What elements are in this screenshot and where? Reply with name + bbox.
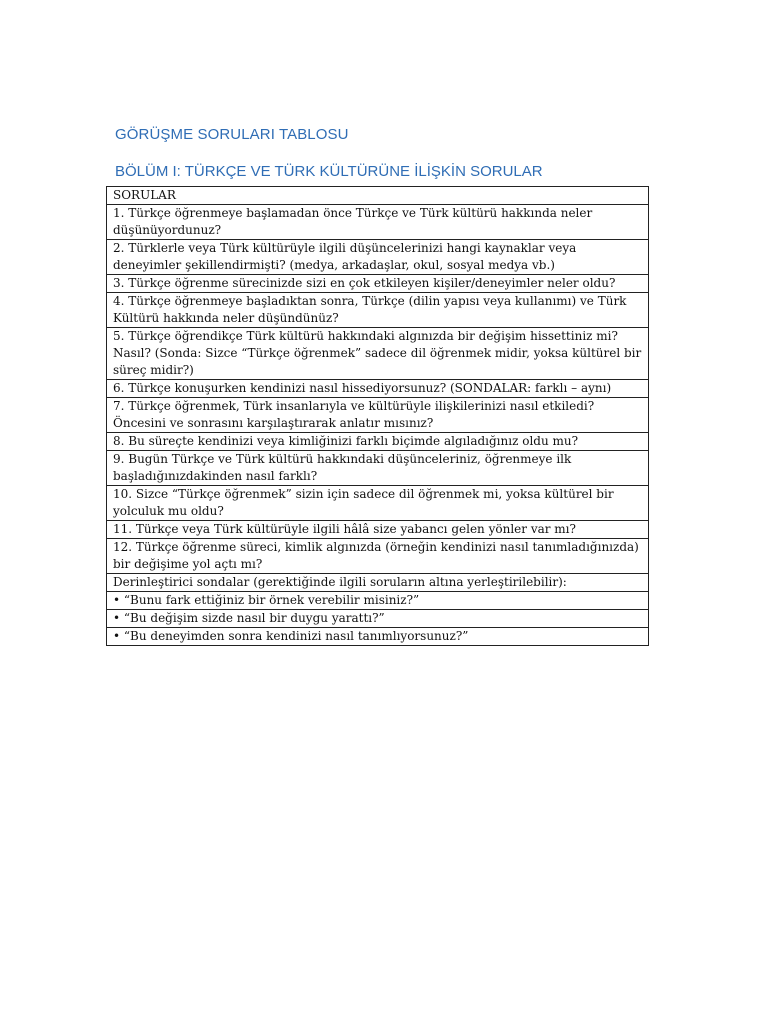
table-header-cell: SORULAR (107, 187, 649, 205)
table-row (107, 574, 649, 592)
table-row (107, 592, 649, 610)
question-cell: 8. Bu süreçte kendinizi veya kimliğinizi farklı biçimde algıladığınız oldu mu? (107, 433, 649, 451)
questions-table (106, 186, 649, 646)
table-row (107, 451, 649, 486)
question-cell: 4. Türkçe öğrenmeye başladıktan sonra, Türkçe (dilin yapısı veya kullanımı) ve Türk Kültürü hakkında neler düşündünüz? (107, 293, 649, 328)
table-row (107, 539, 649, 574)
question-cell: 10. Sizce “Türkçe öğrenmek” sizin için sadece dil öğrenmek mi, yoksa kültürel bir yolculuk mu oldu? (107, 486, 649, 521)
document-title: GÖRÜŞME SORULARI TABLOSU (115, 126, 349, 143)
section-title: BÖLÜM I: TÜRKÇE VE TÜRK KÜLTÜRÜNE İLİŞKİN SORULAR (115, 163, 543, 180)
question-cell: 2. Türklerle veya Türk kültürüyle ilgili düşüncelerinizi hangi kaynaklar veya deneyimler şekillendirmişti? (medya, arkadaşlar, okul, sosyal medya vb.) (107, 240, 649, 275)
table-row (107, 433, 649, 451)
table-row (107, 328, 649, 380)
probe-cell: • “Bunu fark ettiğiniz bir örnek verebilir misiniz?” (107, 592, 649, 610)
question-cell: 5. Türkçe öğrendikçe Türk kültürü hakkındaki algınızda bir değişim hissettiniz mi? Nasıl? (Sonda: Sizce “Türkçe öğrenmek” sadece dil öğrenmek midir, yoksa kültürel bir süreç midir?) (107, 328, 649, 380)
question-cell: 12. Türkçe öğrenme süreci, kimlik algınızda (örneğin kendinizi nasıl tanımladığınızda) bir değişime yol açtı mı? (107, 539, 649, 574)
table-row (107, 398, 649, 433)
question-cell: 7. Türkçe öğrenmek, Türk insanlarıyla ve kültürüyle ilişkilerinizi nasıl etkiledi? Öncesini ve sonrasını karşılaştırarak anlatır mısınız? (107, 398, 649, 433)
probes-intro-cell: Derinleştirici sondalar (gerektiğinde ilgili soruların altına yerleştirilebilir): (107, 574, 649, 592)
question-cell: 1. Türkçe öğrenmeye başlamadan önce Türkçe ve Türk kültürü hakkında neler düşünüyordunuz? (107, 205, 649, 240)
table-row (107, 521, 649, 539)
probe-cell: • “Bu değişim sizde nasıl bir duygu yarattı?” (107, 610, 649, 628)
table-row (107, 610, 649, 628)
table-header-row (107, 187, 649, 205)
table-row (107, 293, 649, 328)
table-row (107, 275, 649, 293)
question-cell: 11. Türkçe veya Türk kültürüyle ilgili hâlâ size yabancı gelen yönler var mı? (107, 521, 649, 539)
table-row (107, 240, 649, 275)
question-cell: 3. Türkçe öğrenme sürecinizde sizi en çok etkileyen kişiler/deneyimler neler oldu? (107, 275, 649, 293)
question-cell: 9. Bugün Türkçe ve Türk kültürü hakkındaki düşünceleriniz, öğrenmeye ilk başladığınızdakinden nasıl farklı? (107, 451, 649, 486)
table-row (107, 486, 649, 521)
question-cell: 6. Türkçe konuşurken kendinizi nasıl hissediyorsunuz? (SONDALAR: farklı – aynı) (107, 380, 649, 398)
table-row (107, 628, 649, 646)
table-row (107, 205, 649, 240)
table-row (107, 380, 649, 398)
probe-cell: • “Bu deneyimden sonra kendinizi nasıl tanımlıyorsunuz?” (107, 628, 649, 646)
